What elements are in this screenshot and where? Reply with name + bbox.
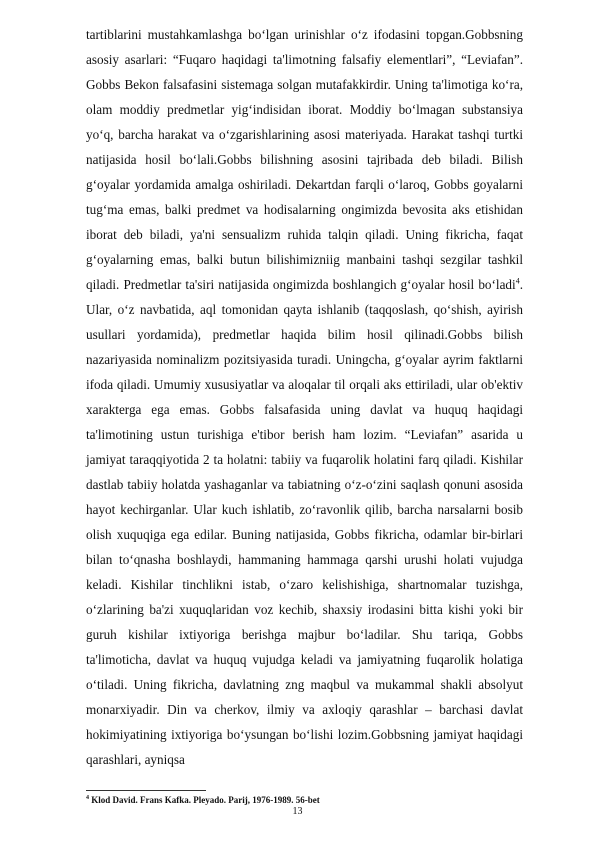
footnote-reference[interactable]: 4 [515, 276, 520, 286]
page-number: 13 [292, 806, 303, 817]
footnote-divider [86, 790, 206, 791]
footnote [86, 794, 523, 806]
body-paragraph [86, 22, 523, 772]
paragraph-text-part2: . Ular, o‘z navbatida, aql tomonidan qayta ishlanib (taqqoslash, qo‘shish, ayirish usullari yordamida), predmetlar haqida bilim hosil qilinadi.Gobbs bilish nazariyasida nominalizm pozitsiyasida turadi. Uningcha, g‘oyalar ayrim faktlarni ifoda qiladi. Umumiy xususiyatlar va aloqalar til orqali aks ettiriladi, ular ob'ektiv xarakterga ega emas. Gobbs falsafasida uning davlat va huquq haqidagi ta'limotining ustun turishiga e'tibor berish ham lozim. “Leviafan” asarida u jamiyat taraqqiyotida 2 ta holatni: tabiiy va fuqarolik holatini farq qiladi. Kishilar dastlab tabiiy holatda yashaganlar va tabiatning o‘z-o‘zini saqlash qonuni asosida hayot kechirganlar. Ular kuch ishlatib, zo‘ravonlik qilib, barcha narsalarni bosib olish xuquqiga ega edilar. Buning natijasida, Gobbs fikricha, odamlar bir-birlari bilan to‘qnasha boshlaydi, hammaning hammaga qarshi urushi holati vujudga keladi. Kishilar tinchlikni istab, o‘zaro kelishishiga, shartnomalar tuzishga, o‘zlarining ba'zi xuquqlaridan voz kechib, shaxsiy irodasini bitta kishi yoki bir guruh kishilar ixtiyoriga berishga majbur bo‘ladilar. Shu tariqa, Gobbs ta'limoticha, davlat va huquq vujudga keladi va jamiyatning fuqarolik holatiga o‘tiladi. Uning fikricha, davlatning zng maqbul va mukammal shakli absolyut monarxiyadir. Din va cherkov, ilmiy va axloqiy qarashlar – barchasi davlat hokimiyatining ixtiyoriga bo‘ysungan bo‘lishi lozim.Gobbsning jamiyat haqidagi qarashlari, ayniqsa [86, 277, 523, 767]
footnote-marker: 4 [86, 795, 89, 801]
paragraph-text-part1: tartiblarini mustahkamlashga bo‘lgan urinishlar o‘z ifodasini topgan.Gobbsning asosiy asarlari: “Fuqaro haqidagi ta'limotning falsafiy elementlari”, “Leviafan”. Gobbs Bekon falsafasini sistemaga solgan mutafakkirdir. Uning ta'limotiga ko‘ra, olam moddiy predmetlar yig‘indisidan iborat. Moddiy bo‘lmagan substansiya yo‘q, barcha harakat va o‘zgarishlarining asosi materiyada. Harakat tashqi turtki natijasida hosil bo‘lali.Gobbs bilishning asosini tajribada deb biladi. Bilish g‘oyalar yordamida amalga oshiriladi. Dekartdan farqli o‘laroq, Gobbs goyalarni tug‘ma emas, balki predmet va hodisalarning ongimizda bevosita aks etishidan iborat deb biladi, ya'ni sensualizm ruhida talqin qiladi. Uning fikricha, faqat g‘oyalarning emas, balki butun bilishimizniig manbaini tashqi sezgilar tashkil qiladi. Predmetlar ta'siri natijasida ongimizda boshlangich g‘oyalar hosil bo‘ladi [86, 27, 523, 292]
footnote-text: Klod David. Frans Kafka. Pleyado. Parij, 1976-1989. 56-bet [89, 795, 320, 805]
document-page [86, 22, 523, 772]
